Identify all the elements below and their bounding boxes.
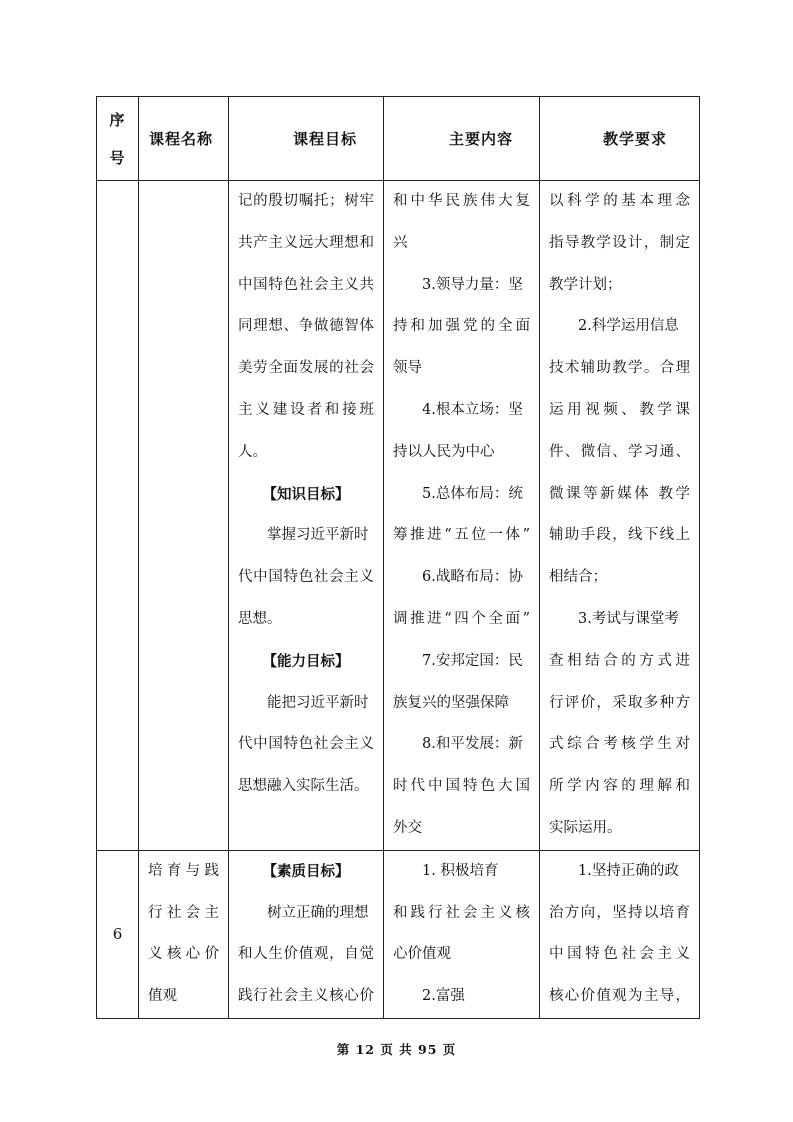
cell-line: 记的殷切嘱托；树牢 — [238, 193, 374, 209]
cell-line: 微课等新媒体 教学 — [549, 485, 690, 502]
cell-line: 1.坚持正确的政 — [578, 862, 679, 879]
cell-line: 思想。 — [238, 610, 282, 627]
cell-line: 中国特色社会主义 — [549, 946, 690, 963]
table-header-row — [97, 97, 700, 181]
cell-line: 同理想、争做德智体 — [238, 318, 374, 335]
cell-line: 心价值观 — [393, 946, 451, 963]
cell-line: 教学计划； — [549, 276, 622, 293]
cell-line: 【知识目标】 — [262, 485, 350, 503]
row-2-name-cell — [139, 850, 229, 1018]
row-1-name-cell — [139, 181, 229, 851]
row-1-requirement-cell — [540, 181, 700, 851]
cell-line: 相结合； — [549, 569, 607, 586]
row-1-requirement-text — [540, 181, 699, 850]
cell-line: 7.安邦定国：民 — [422, 652, 523, 669]
header-seq-line-2: 号 — [109, 148, 126, 167]
cell-line: 践行社会主义核心价 — [238, 988, 374, 1005]
cell-line: 式综合考核学生对 — [549, 736, 690, 753]
cell-line: 时代中国特色大国 — [393, 778, 530, 795]
cell-line: 技术辅助教学。合理 — [549, 360, 690, 377]
row-1-content-text — [384, 181, 539, 850]
cell-line: 5.总体布局：统 — [422, 485, 523, 502]
cell-line: 代中国特色社会主义 — [238, 736, 374, 753]
cell-line: 主义建设者和接班 — [238, 401, 374, 418]
cell-line: 实际运用。 — [549, 819, 622, 836]
cell-line: 指导教学设计，制定 — [549, 234, 690, 251]
cell-line: 中国特色社会主义共 — [238, 276, 374, 293]
header-seq-line-1: 序 — [109, 110, 126, 129]
cell-line: 1. 积极培育 — [422, 862, 499, 879]
row-1-seq-cell — [97, 181, 139, 851]
cell-line: 和中华民族伟大复 — [393, 193, 530, 209]
cell-line: 以科学的基本理念 — [549, 193, 690, 209]
cell-line: 和践行社会主义核 — [393, 904, 530, 921]
cell-line: 共产主义远大理想和 — [238, 234, 374, 251]
cell-line: 行社会主 — [148, 904, 219, 921]
cell-line: 件、微信、学习通、 — [549, 443, 690, 460]
cell-line: 思想融入实际生活。 — [238, 778, 369, 795]
cell-line: 能把习近平新时 — [267, 694, 369, 711]
row-2-requirement-text — [540, 851, 699, 1018]
cell-line: 查相结合的方式进 — [549, 652, 690, 669]
cell-line: 8.和平发展：新 — [422, 736, 523, 753]
cell-line: 外交 — [393, 819, 422, 836]
cell-line: 树立正确的理想 — [267, 904, 369, 921]
cell-line: 族复兴的坚强保障 — [393, 694, 509, 711]
row-2-content-text — [384, 851, 539, 1018]
row-2-name-text — [139, 851, 228, 1018]
row-1-goal-cell — [229, 181, 384, 851]
cell-line: 运用视频、教学课 — [549, 401, 690, 418]
cell-line: 调推进“四个全面” — [393, 610, 530, 627]
row-2-goal-cell — [229, 850, 384, 1018]
header-teaching-requirement: 教学要求 — [540, 97, 700, 181]
cell-line: 2.富强 — [422, 988, 465, 1005]
table-row — [97, 181, 700, 851]
cell-line: 核心价值观为主导， — [549, 988, 690, 1005]
row-1-goal-text — [229, 181, 383, 808]
row-1-content-cell — [384, 181, 540, 851]
cell-line: 4.根本立场：坚 — [422, 401, 523, 418]
cell-line: 行评价，采取多种方 — [549, 694, 690, 711]
row-2-goal-text — [229, 851, 383, 1018]
cell-line: 领导 — [393, 360, 422, 377]
row-2-content-cell — [384, 850, 540, 1018]
header-main-content: 主要内容 — [384, 97, 540, 181]
cell-line: 兴 — [393, 234, 408, 251]
cell-line: 持以人民为中心 — [393, 443, 495, 460]
row-2-requirement-cell — [540, 850, 700, 1018]
header-seq — [97, 97, 139, 181]
curriculum-table — [96, 96, 700, 1019]
cell-line: 【能力目标】 — [262, 652, 350, 670]
cell-line: 治方向，坚持以培育 — [549, 904, 690, 921]
cell-line: 【素质目标】 — [262, 862, 350, 880]
cell-line: 值观 — [148, 988, 177, 1005]
cell-line: 美劳全面发展的社会 — [238, 360, 374, 377]
cell-line: 代中国特色社会主义 — [238, 569, 374, 586]
cell-line: 6.战略布局：协 — [422, 569, 523, 586]
header-course-name: 课程名称 — [139, 97, 229, 181]
page-footer: 第 12 页 共 95 页 — [336, 1042, 457, 1057]
cell-line: 义核心价 — [148, 946, 219, 963]
cell-line: 筹推进“五位一体” — [393, 527, 530, 544]
cell-line: 2.科学运用信息 — [578, 318, 679, 335]
cell-line: 所学内容的理解和 — [549, 778, 690, 795]
cell-line: 3.领导力量：坚 — [422, 276, 523, 293]
cell-line: 辅助手段，线下线上 — [549, 527, 690, 544]
cell-line: 培育与践 — [148, 862, 219, 879]
cell-line: 持和加强党的全面 — [393, 318, 530, 335]
row-2-seq-cell: 6 — [97, 850, 139, 1018]
header-course-goal: 课程目标 — [229, 97, 384, 181]
cell-line: 和人生价值观，自觉 — [238, 946, 374, 963]
cell-line: 3.考试与课堂考 — [578, 610, 679, 627]
table-row — [97, 850, 700, 1018]
cell-line: 掌握习近平新时 — [267, 527, 369, 544]
cell-line: 人。 — [238, 443, 267, 460]
